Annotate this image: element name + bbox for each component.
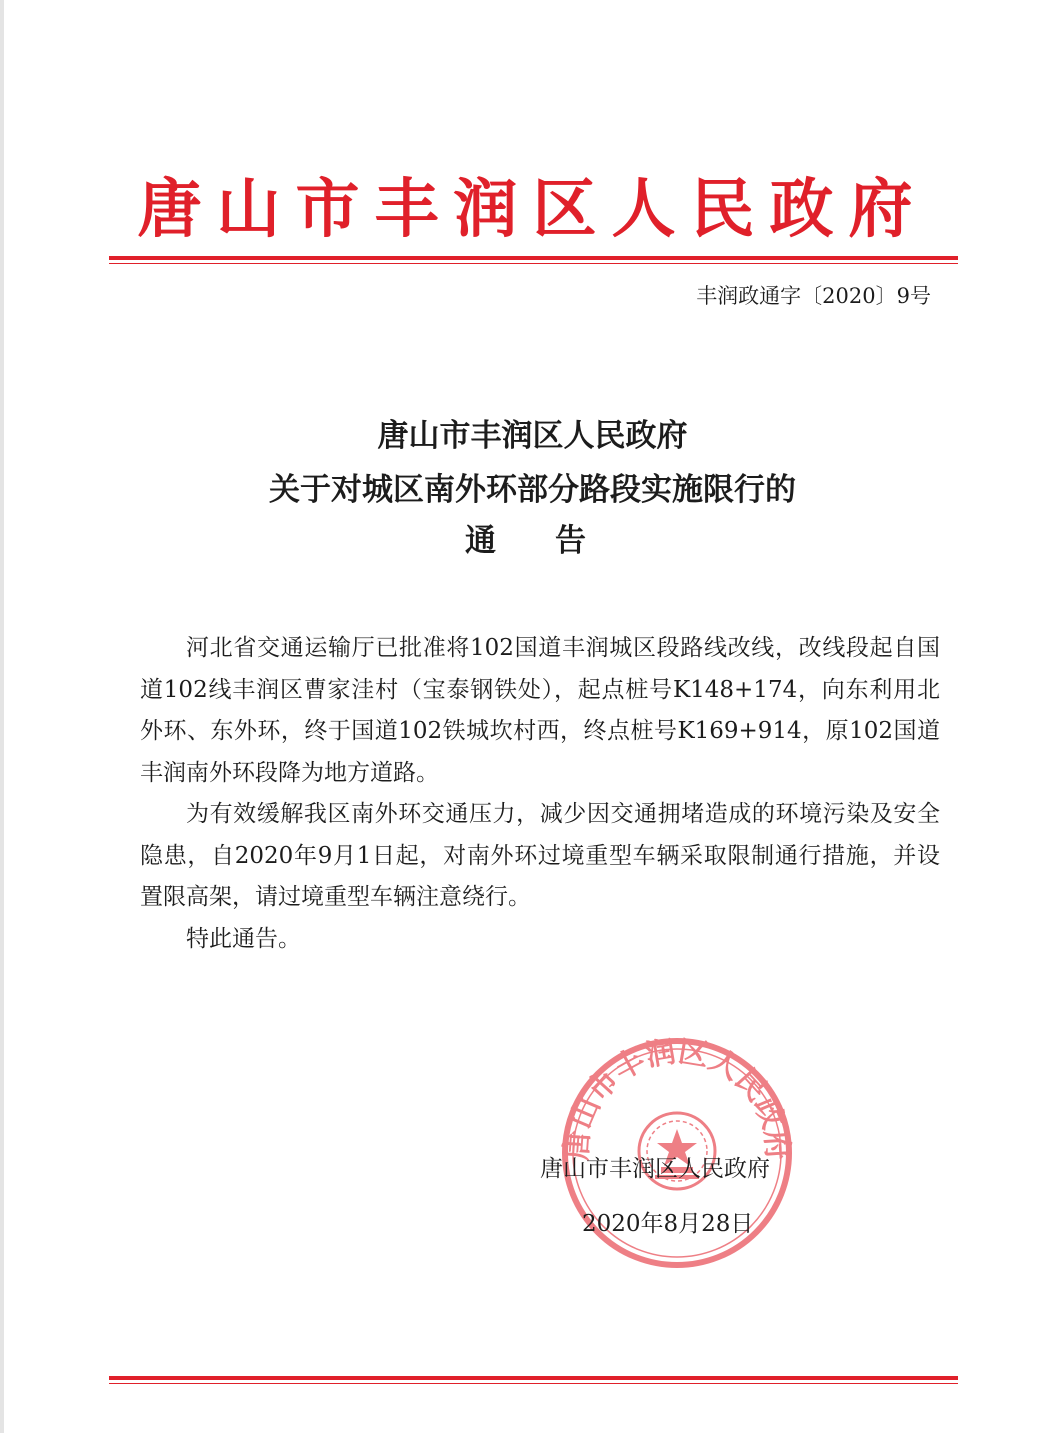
- notice-body: [140, 628, 940, 960]
- notice-title-line-3: 通 告: [465, 523, 600, 559]
- body-paragraph-3: 特此通告。: [186, 925, 301, 952]
- document-number: 丰润政通字〔2020〕9号: [696, 284, 931, 308]
- letterhead-title: 唐山市丰润区人民政府: [137, 172, 928, 247]
- body-paragraph-2: 为有效缓解我区南外环交通压力，减少因交通拥堵造成的环境污染及安全隐患，自2020年9月1日起，对南外环过境重型车辆采取限制通行措施，并设置限高架，请过境重型车辆注意绕行。: [140, 801, 940, 910]
- body-paragraph-1: 河北省交通运输厅已批准将102国道丰润城区段路线改线，改线段起自国道102线丰润区曹家洼村（宝泰钢铁处），起点桩号K148+174，向东利用北外环、东外环，终于国道102铁城坎村西，终点桩号K169+914，原102国道丰润南外环段降为地方道路。: [140, 635, 940, 786]
- footer-divider: [109, 1376, 958, 1384]
- issuing-organization: 唐山市丰润区人民政府: [540, 1156, 770, 1182]
- notice-title-line-2: 关于对城区南外环部分路段实施限行的: [269, 472, 796, 508]
- issue-date: 2020年8月28日: [582, 1211, 754, 1237]
- page-edge: [0, 0, 4, 1433]
- notice-title-line-1: 唐山市丰润区人民政府: [377, 418, 688, 454]
- letterhead-divider: [109, 256, 958, 264]
- seal-text: 唐山市丰润区人民政府: [559, 1034, 795, 1162]
